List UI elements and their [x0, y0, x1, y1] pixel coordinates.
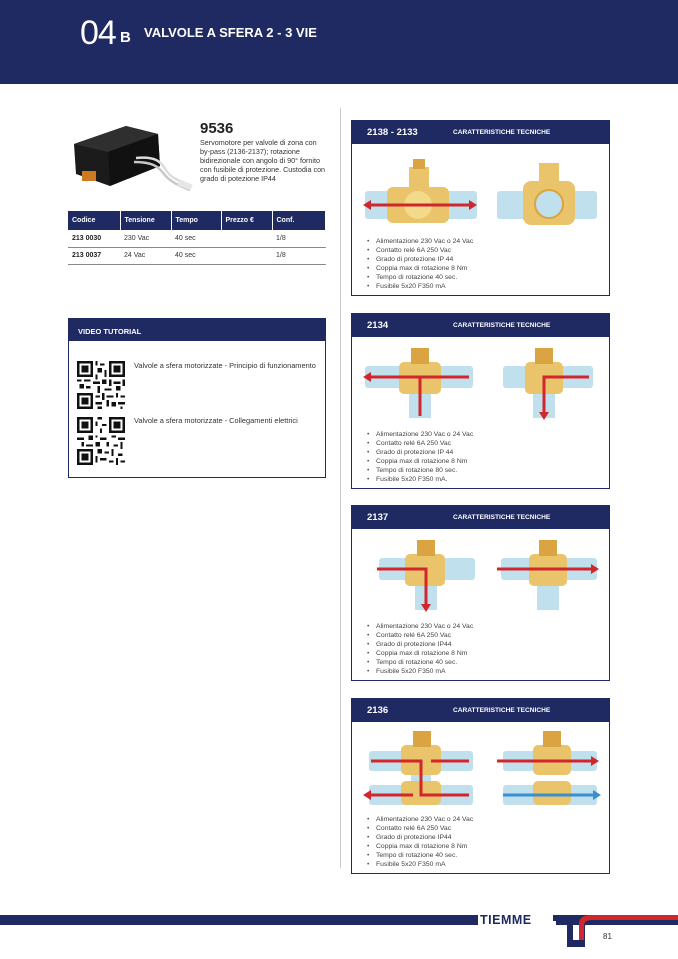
cell-code: 213 0030 — [68, 230, 120, 247]
spec-item: • Tempo di rotazione 40 sec. — [367, 852, 473, 861]
product-code: 9536 — [200, 120, 234, 137]
cell-price — [221, 247, 272, 264]
cell-price — [221, 230, 272, 247]
table-row — [68, 247, 326, 264]
spec-item: • Tempo di rotazione 40 sec. — [367, 659, 473, 668]
brand-swoosh-icon — [553, 912, 678, 947]
panel-subtitle: CARATTERISTICHE TECNICHE — [453, 322, 551, 329]
cell-pack: 1/8 — [272, 247, 326, 264]
panel-header — [352, 506, 609, 529]
cell-time: 40 sec — [171, 230, 221, 247]
col-prezzo: Prezzo € — [221, 211, 272, 230]
tech-panel-2134 — [351, 313, 610, 489]
cell-pack: 1/8 — [272, 230, 326, 247]
col-tensione: Tensione — [120, 211, 171, 230]
col-tempo: Tempo — [171, 211, 221, 230]
valve-diagram-3way — [357, 342, 605, 420]
qr-code-icon[interactable] — [77, 361, 125, 409]
video-tutorial-title: VIDEO TUTORIAL — [69, 319, 325, 341]
spec-item: • Grado di protezione IP 44 — [367, 256, 473, 265]
spec-item: • Fusibile 5x20 F350 mA. — [367, 476, 473, 485]
brand-logo: TIEMME — [480, 913, 532, 927]
spec-item: • Alimentazione 230 Vac o 24 Vac — [367, 431, 473, 440]
spec-item: • Contatto relé 6A 250 Vac — [367, 440, 473, 449]
spec-item: • Alimentazione 230 Vac o 24 Vac — [367, 623, 473, 632]
spec-item: • Coppia max di rotazione 8 Nm — [367, 458, 473, 467]
panel-subtitle: CARATTERISTICHE TECNICHE — [453, 129, 551, 136]
spec-item: • Coppia max di rotazione 8 Nm — [367, 265, 473, 274]
video-tutorial-box — [68, 318, 326, 478]
panel-header — [352, 121, 609, 144]
table-row — [68, 230, 326, 247]
tech-panel-2137 — [351, 505, 610, 681]
spec-list — [367, 431, 473, 484]
section-number: 04 — [80, 14, 116, 52]
spec-item: • Coppia max di rotazione 8 Nm — [367, 650, 473, 659]
section-letter: B — [120, 29, 131, 46]
panel-code: 2138 - 2133 — [367, 127, 418, 138]
actuator-product-image — [66, 116, 196, 196]
spec-item: • Alimentazione 230 Vac o 24 Vac — [367, 816, 473, 825]
spec-item: • Tempo di rotazione 40 sec. — [367, 274, 473, 283]
tech-panel-2136 — [351, 698, 610, 874]
spec-list — [367, 816, 473, 869]
page-header — [0, 0, 678, 84]
spec-item: • Contatto relé 6A 250 Vac — [367, 825, 473, 834]
spec-item: • Fusibile 5x20 F350 mA — [367, 668, 473, 677]
tech-panel-2138-2133 — [351, 120, 610, 296]
qr-code-icon[interactable] — [77, 417, 125, 465]
spec-item: • Grado di protezione IP44 — [367, 641, 473, 650]
page-title: VALVOLE A SFERA 2 - 3 VIE — [144, 25, 317, 40]
cell-code: 213 0037 — [68, 247, 120, 264]
valve-diagram-2way — [357, 149, 605, 227]
panel-header — [352, 314, 609, 337]
spec-item: • Contatto relé 6A 250 Vac — [367, 632, 473, 641]
spec-item: • Alimentazione 230 Vac o 24 Vac — [367, 238, 473, 247]
spec-item: • Tempo di rotazione 80 sec. — [367, 467, 473, 476]
product-description: Servomotore per valvole di zona con by-pass (2136-2137); rotazione bidirezionale con angolo di 90° fornito con fusibile di protezione. Custodia con grado di potezione IP44 — [200, 138, 326, 183]
spec-item: • Grado di protezione IP 44 — [367, 449, 473, 458]
spec-list — [367, 238, 473, 291]
spec-list — [367, 623, 473, 676]
panel-subtitle: CARATTERISTICHE TECNICHE — [453, 514, 551, 521]
product-table — [68, 211, 326, 265]
cell-voltage: 24 Vac — [120, 247, 171, 264]
spec-item: • Coppia max di rotazione 8 Nm — [367, 843, 473, 852]
cell-voltage: 230 Vac — [120, 230, 171, 247]
panel-code: 2136 — [367, 705, 389, 716]
video-link-principle[interactable]: Valvole a sfera motorizzate - Principio di funzionamento — [134, 361, 316, 370]
col-codice: Codice — [68, 211, 120, 230]
panel-code: 2137 — [367, 512, 389, 523]
table-header-row — [68, 211, 326, 230]
spec-item: • Fusibile 5x20 F350 mA — [367, 861, 473, 870]
panel-subtitle: CARATTERISTICHE TECNICHE — [453, 707, 551, 714]
valve-diagram-bypass — [357, 534, 605, 612]
spec-item: • Grado di protezione IP44 — [367, 834, 473, 843]
panel-header — [352, 699, 609, 722]
panel-code: 2134 — [367, 320, 389, 331]
column-divider — [340, 108, 341, 868]
cell-time: 40 sec — [171, 247, 221, 264]
valve-diagram-4way — [357, 727, 605, 805]
video-link-wiring[interactable]: Valvole a sfera motorizzate - Collegamenti elettrici — [134, 416, 298, 425]
spec-item: • Fusibile 5x20 F350 mA — [367, 283, 473, 292]
page-number: 81 — [603, 932, 612, 941]
col-conf: Conf. — [272, 211, 326, 230]
spec-item: • Contatto relé 6A 250 Vac — [367, 247, 473, 256]
